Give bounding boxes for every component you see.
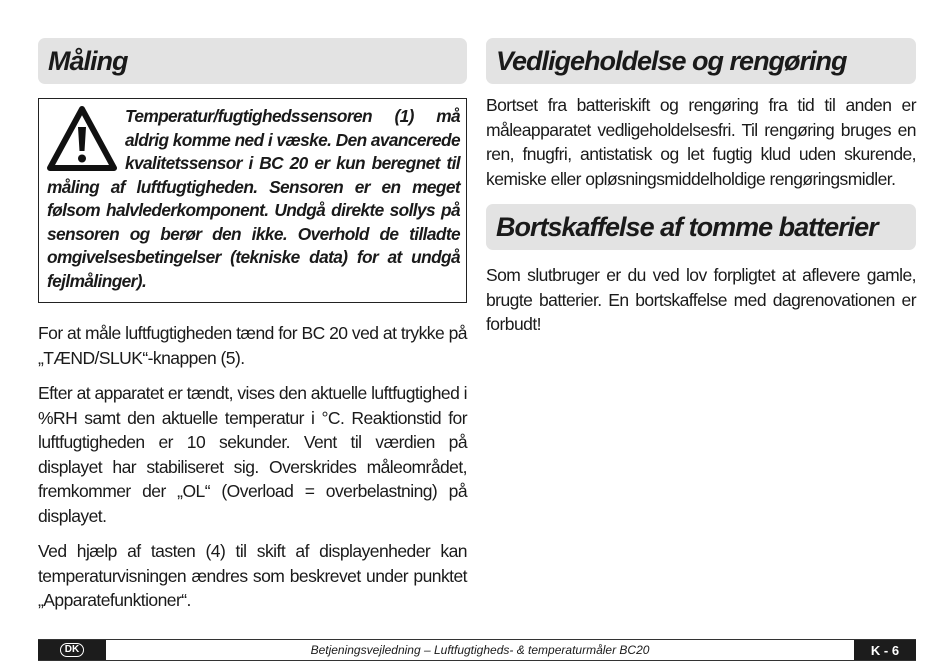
paragraph-maintenance: Bortset fra batteriskift og rengøring fra tid til anden er måleapparatet vedligeholdelsesfri. Til rengøring bruges en ren, fnugfri, antistatisk og let fugtig klud uden skurende, kemiske eller opløsningsmiddelholdige rengøringsmidler. [486,95,916,189]
footer-language-block [38,640,106,660]
warning-triangle-icon [47,105,117,173]
page-footer [38,639,916,661]
right-column [486,38,916,337]
language-badge: DK [60,643,84,657]
section-heading-disposal: Bortskaffelse af tomme batterier [486,204,916,250]
warning-box [38,98,467,303]
page-number: K - 6 [854,640,916,660]
paragraph-disposal: Som slutbruger er du ved lov forpligtet at aflevere gamle, brugte batterier. En bortskaffelse med dagrenovationen er forbudt! [486,265,916,334]
paragraph-measure-on: For at måle luftfugtigheden tænd for BC 20 ved at trykke på „TÆND/SLUK“-knappen (5). [38,323,467,368]
footer-title: Betjeningsvejledning – Luftfugtigheds- & temperaturmåler BC20 [310,643,650,657]
paragraph-display-values: Efter at apparatet er tændt, vises den aktuelle luftfugtighed i %RH samt den aktuelle temperatur i °C. Reaktionstid for luftfugtigheden er 10 sekunder. Vent til værdien på displayet har stabiliseret sig. Overskrides måleområdet, fremkommer der „OL“ (Overload = overbelastning) på displayet. [38,383,467,526]
section-heading-maintenance: Vedligeholdelse og rengøring [486,38,916,84]
warning-text: Temperatur/fugtighedssensoren (1) må aldrig komme ned i væske. Den avancerede kvalitetssensor i BC 20 er kun beregnet til måling af luftfugtigheden. Sensoren er en meget følsom halvlederkomponent. Undgå direkte sollys på sensoren og berør den ikke. Overhold de tilladte omgivelsesbetingelser (tekniske data) for at undgå fejlmålinger). [47,106,460,291]
left-column [38,38,467,613]
section-heading-maling: Måling [38,38,467,84]
paragraph-unit-switch: Ved hjælp af tasten (4) til skift af displayenheder kan temperaturvisningen ændres som beskrevet under punktet „Apparatefunktioner“. [38,541,467,610]
